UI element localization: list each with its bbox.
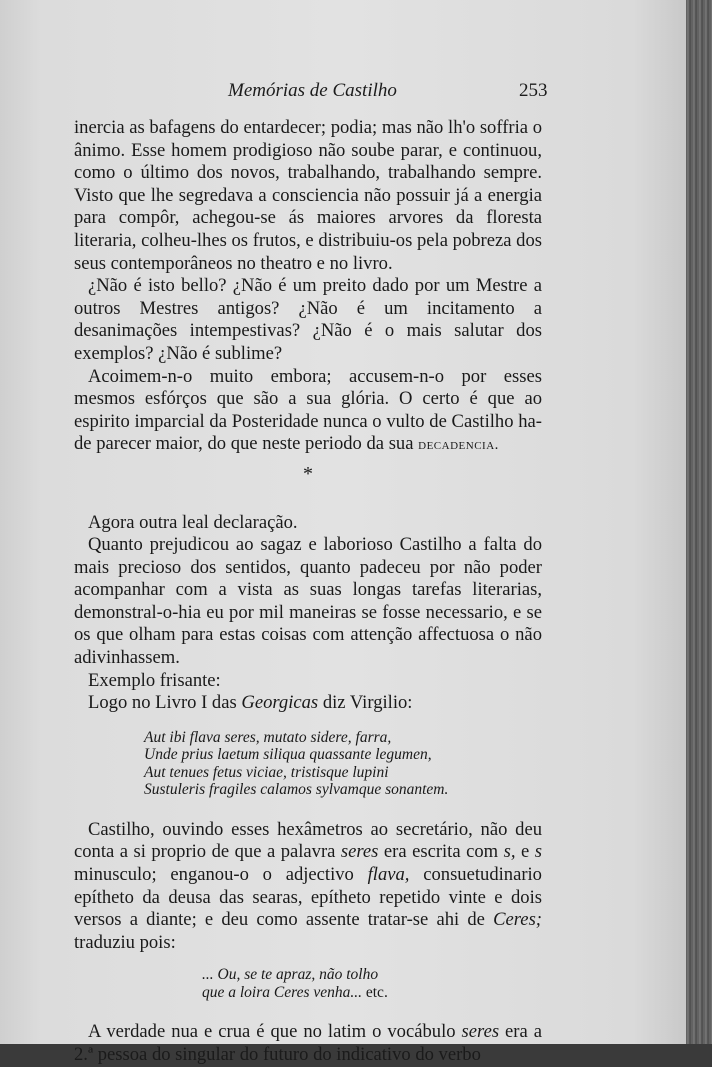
- paragraph: Acoimem-n-o muito embora; accusem-n-o por esses mesmos esfórços que são a sua glória. O certo é que ao espirito imparcial da Posteridade nunca o vulto de Castilho ha-de parecer maior, do que neste periodo da sua decadencia.: [74, 365, 542, 455]
- latin-verse-quote: [144, 729, 542, 799]
- paragraph: Logo no Livro I das Georgicas diz Virgilio:: [88, 692, 413, 714]
- section-divider: *: [303, 462, 313, 485]
- paragraph: inercia as bafagens do entardecer; podia; mas não lh'o soffria o ânimo. Esse homem prodigioso não soube parar, e continuou, como o último dos novos, trabalhando, trabalhando sempre. Visto que lhe segredava a consciencia não possuir já a energia para compôr, achegou-se ás maiores arvores da floresta literaria, colheu-lhes os frutos, e distribuiu-os pela pobreza dos seus contemporâneos no theatro e no livro.: [74, 117, 542, 274]
- running-title: Memórias de Castilho: [228, 80, 397, 101]
- book-page-edges: [686, 0, 712, 1044]
- page-header: [0, 80, 688, 104]
- verse-line: Aut tenues fetus viciae, tristisque lupini: [144, 763, 389, 781]
- verse-line: Unde prius laetum siliqua quassante legumen,: [144, 746, 432, 764]
- paragraph: Exemplo frisante:: [88, 669, 221, 691]
- portuguese-verse-quote: [202, 966, 542, 1001]
- verse-line: Aut ibi flava seres, mutato sidere, farra,: [144, 728, 392, 746]
- paragraph: ¿Não é isto bello? ¿Não é um preito dado por um Mestre a outros Mestres antigos? ¿Não é um incitamento a desanimações intempestivas? ¿Não é o mais salutar dos exemplos? ¿Não é sublime?: [74, 275, 542, 364]
- paragraph: Agora outra leal declaração.: [88, 511, 298, 533]
- verse-line: ... Ou, se te apraz, não tolho: [202, 966, 379, 984]
- verse-line: Sustuleris fragiles calamos sylvamque sonantem.: [144, 781, 449, 799]
- body-text: [74, 117, 542, 1067]
- page-number: 253: [519, 80, 548, 101]
- paragraph: A verdade nua e crua é que no latim o vocábulo seres era a 2.ª pessoa do singular do futuro do indicativo do verbo: [74, 1021, 542, 1065]
- paragraph: Quanto prejudicou ao sagaz e laborioso Castilho a falta do mais precioso dos sentidos, quanto padeceu por não poder acompanhar com a vista as suas longas tarefas literarias, demonstral-o-hia eu por mil maneiras se fosse necessario, e se os que olham para estas coisas com attenção affectuosa o não adivinhassem.: [74, 534, 542, 669]
- paragraph: Castilho, ouvindo esses hexâmetros ao secretário, não deu conta a si proprio de que a palavra seres era escrita com s, e s minusculo; enganou-o o adjectivo flava, consuetudinario epítheto da deusa das searas, epítheto repetido vinte e dois versos a diante; e deu como assente tratar-se ahi de Ceres; traduziu pois:: [74, 818, 542, 953]
- verse-line: que a loira Ceres venha... etc.: [202, 983, 388, 1001]
- small-caps-word: decadencia.: [418, 437, 499, 454]
